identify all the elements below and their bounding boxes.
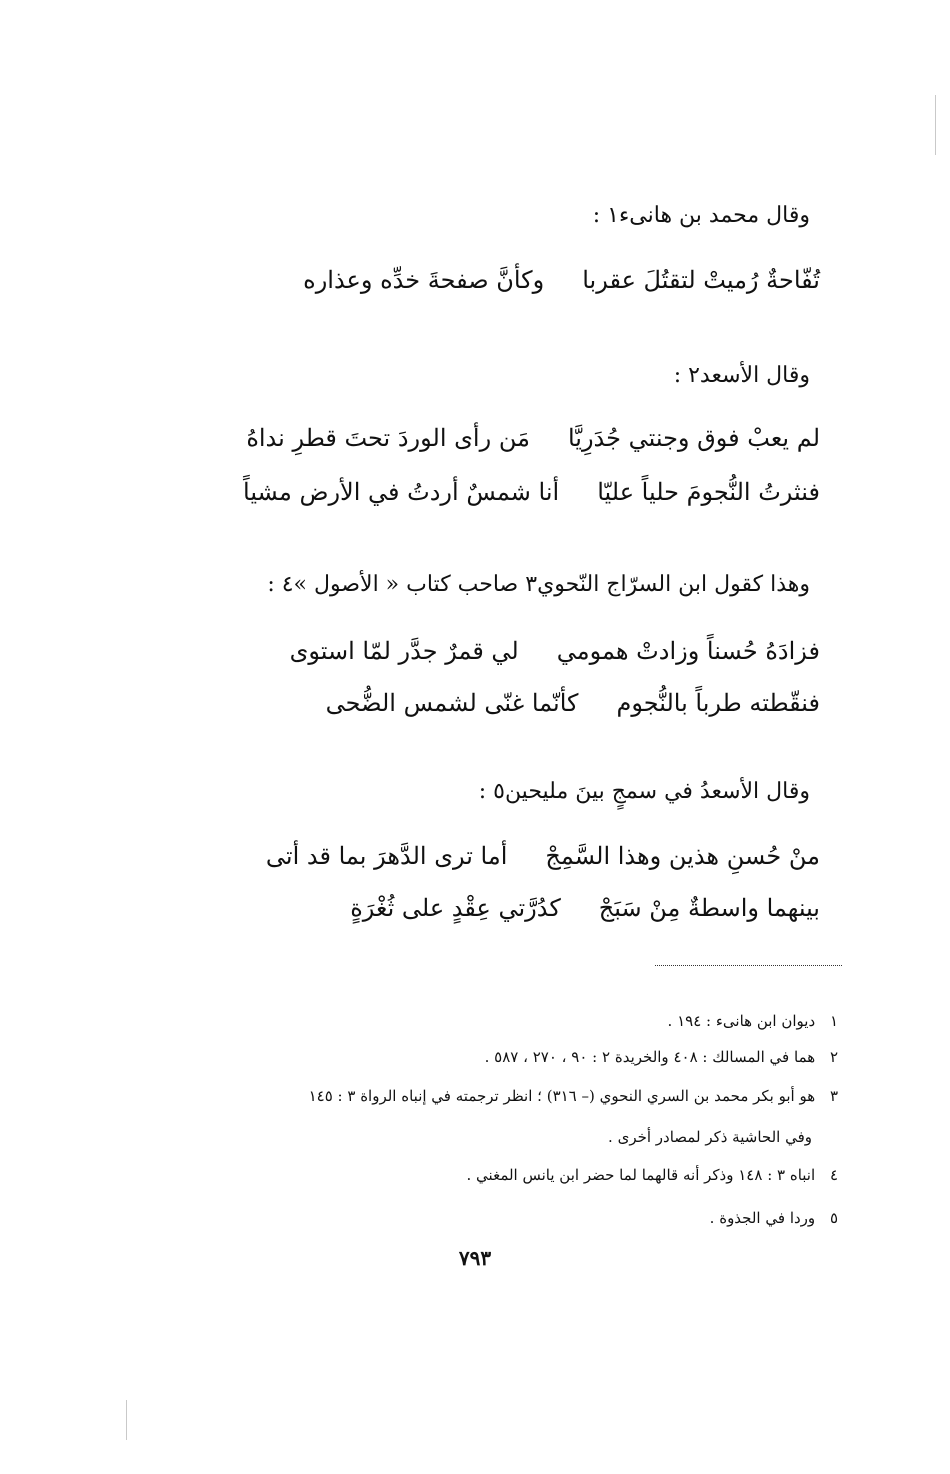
verse-second-hemistich: لم يعبْ فوق وجنتي جُدَرِيَّا	[567, 424, 820, 452]
footnote-text: هو أبو بكر محمد بن السري النحوي (– ٣١٦) ؛ انظر ترجمته في إنباه الرواة ٣ : ١٤٥	[308, 1087, 816, 1105]
footnote-text: هما في المسالك : ٤٠٨ والخريدة ٢ : ٩٠ ، ٢٧٠ ، ٥٨٧ .	[484, 1048, 816, 1066]
verse-line	[350, 894, 820, 922]
verse-second-hemistich: تُفّاحةٌ رُميتْ لتقتُلَ عقربا	[582, 266, 820, 294]
verse-first-hemistich: لي قمرٌ جدَّر لمّا استوى	[289, 637, 519, 665]
verse-first-hemistich: مَن رأى الوردَ تحتَ قطرِ نداهُ	[246, 424, 530, 452]
verse-second-hemistich: فنثرتُ النُّجومَ حلياً عليّا	[597, 478, 820, 506]
verse-first-hemistich: أنا شمسٌ أردتُ في الأرض مشياً	[243, 478, 560, 506]
footnote-text: وردا في الجذوة .	[709, 1209, 816, 1227]
footnote-number: ٥	[829, 1209, 838, 1227]
footnote-text: ديوان ابن هانىء : ١٩٤ .	[667, 1012, 816, 1030]
verse-first-hemistich: أما ترى الدَّهرَ بما قد أتى	[265, 842, 508, 870]
footnote	[485, 1048, 838, 1066]
verse-first-hemistich: وكأنَّ صفحةَ خدِّه وعذاره	[303, 266, 545, 294]
verse-first-hemistich: كدُرَّتي عِقْدٍ على ثُغْرَةٍ	[350, 894, 561, 922]
footnote-continuation	[608, 1128, 812, 1146]
verse-line	[303, 266, 820, 294]
footnote-number: ٢	[829, 1048, 838, 1066]
verse-second-hemistich: فزادَهُ حُسناً وزادتْ همومي	[556, 637, 820, 665]
footnote-separator	[655, 965, 842, 966]
section-intro: وقال محمد بن هانىء١ :	[592, 203, 810, 228]
section-intro: وقال الأسعد٢ :	[673, 363, 810, 388]
page-number: ٧٩٣	[458, 1246, 492, 1270]
scan-artifact	[126, 1400, 127, 1440]
footnote-text: انباه ٣ : ١٤٨ وذكر أنه قالهما لما حضر ابن يانس المغني .	[466, 1166, 816, 1184]
footnote-number: ٣	[829, 1087, 838, 1105]
footnote-number: ٤	[829, 1166, 838, 1184]
footnote	[467, 1166, 838, 1184]
section-intro: وهذا كقول ابن السرّاج النّحوي٣ صاحب كتاب « الأصول »٤ :	[267, 572, 810, 597]
verse-second-hemistich: فنقّطته طرباً بالنُّجوم	[616, 689, 820, 717]
verse-line	[246, 424, 820, 452]
footnote-number: ١	[829, 1012, 838, 1030]
verse-line	[290, 637, 820, 665]
verse-line	[243, 478, 820, 506]
verse-second-hemistich: منْ حُسنِ هذين وهذا السَّمِجْ	[545, 842, 820, 870]
verse-line	[266, 842, 820, 870]
section-intro: وقال الأسعدُ في سمجٍ بينَ مليحين٥ :	[478, 779, 810, 804]
footnote	[710, 1209, 838, 1227]
footnote-text: وفي الحاشية ذكر لمصادر أخرى .	[608, 1128, 812, 1146]
verse-first-hemistich: كأنّما غنّى لشمس الضُّحى	[325, 689, 579, 717]
verse-line	[326, 689, 820, 717]
footnote	[309, 1087, 838, 1105]
verse-second-hemistich: بينهما واسطةٌ مِنْ سَبَجْ	[598, 894, 820, 922]
scan-artifact	[935, 95, 936, 155]
footnote	[668, 1012, 838, 1030]
